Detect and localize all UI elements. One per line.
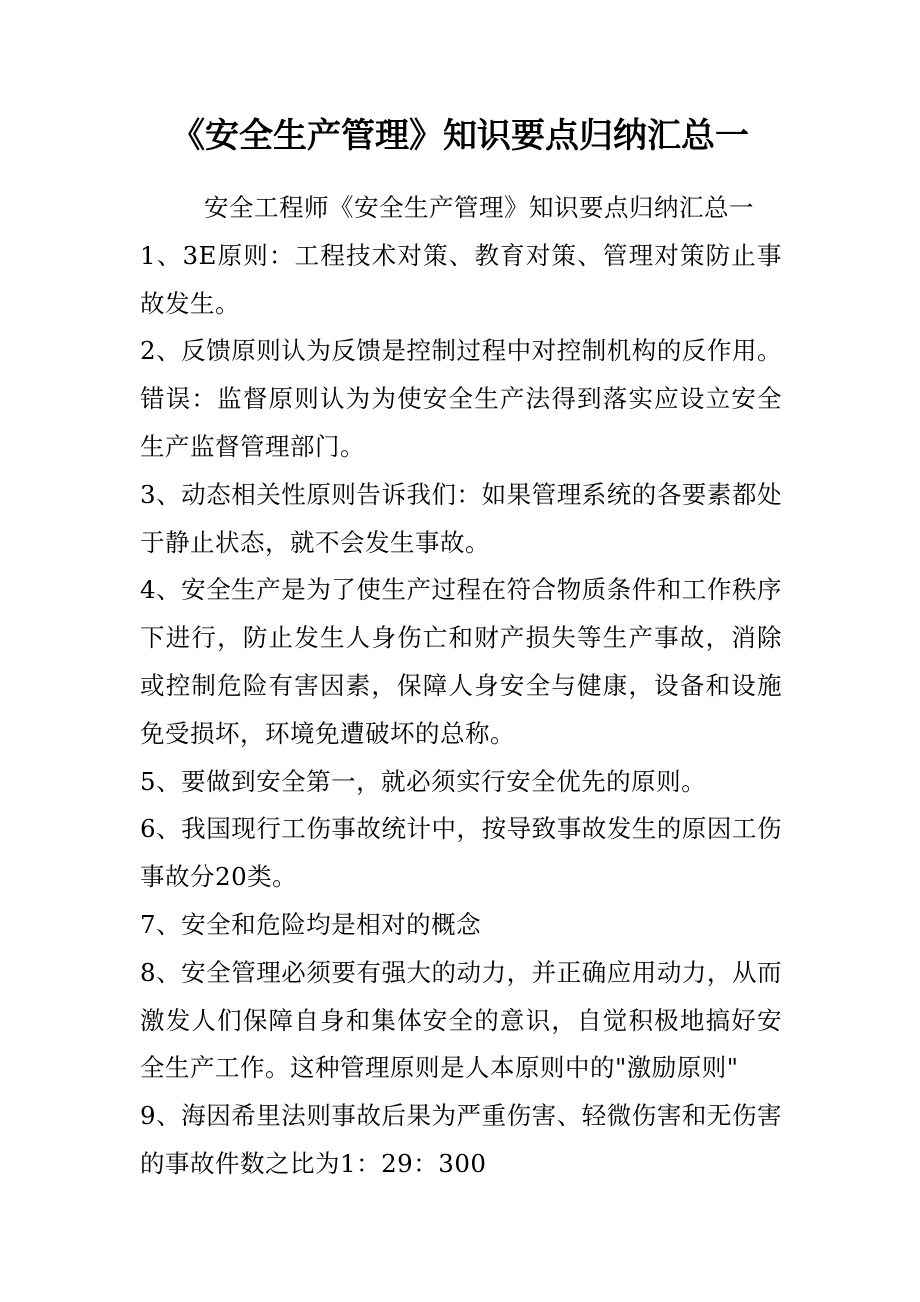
paragraph-5: 5、要做到安全第一，就必须实行安全优先的原则。 xyxy=(140,766,707,796)
paragraph-6: 6、我国现行工伤事故统计中，按导致事故发生的原因工伤事故分20类。 xyxy=(140,814,782,892)
document-title: 《安全生产管理》知识要点归纳汇总一 xyxy=(171,116,749,156)
paragraph-1: 1、3E原则：工程技术对策、教育对策、管理对策防止事故发生。 xyxy=(140,240,782,318)
paragraph-2: 2、反馈原则认为反馈是控制过程中对控制机构的反作用。错误：监督原则认为为使安全生产法得到落实应设立安全生产监督管理部门。 xyxy=(140,336,782,461)
paragraph-3: 3、动态相关性原则告诉我们：如果管理系统的各要素都处于静止状态，就不会发生事故。 xyxy=(140,479,782,557)
document-body xyxy=(140,184,782,1188)
paragraph-4: 4、安全生产是为了使生产过程在符合物质条件和工作秩序下进行，防止发生人身伤亡和财产损失等生产事故，消除或控制危险有害因素，保障人身安全与健康，设备和设施免受损坏，环境免遭破坏的总称。 xyxy=(140,575,782,748)
paragraph-7: 7、安全和危险均是相对的概念 xyxy=(140,909,482,939)
paragraph-9: 9、海因希里法则事故后果为严重伤害、轻微伤害和无伤害的事故件数之比为1：29：300 xyxy=(140,1101,782,1178)
document-subtitle: 安全工程师《安全生产管理》知识要点归纳汇总一 xyxy=(204,193,754,222)
paragraph-8: 8、安全管理必须要有强大的动力，并正确应用动力，从而激发人们保障自身和集体安全的意识，自觉积极地搞好安全生产工作。这种管理原则是人本原则中的"激励原则" xyxy=(140,957,782,1083)
